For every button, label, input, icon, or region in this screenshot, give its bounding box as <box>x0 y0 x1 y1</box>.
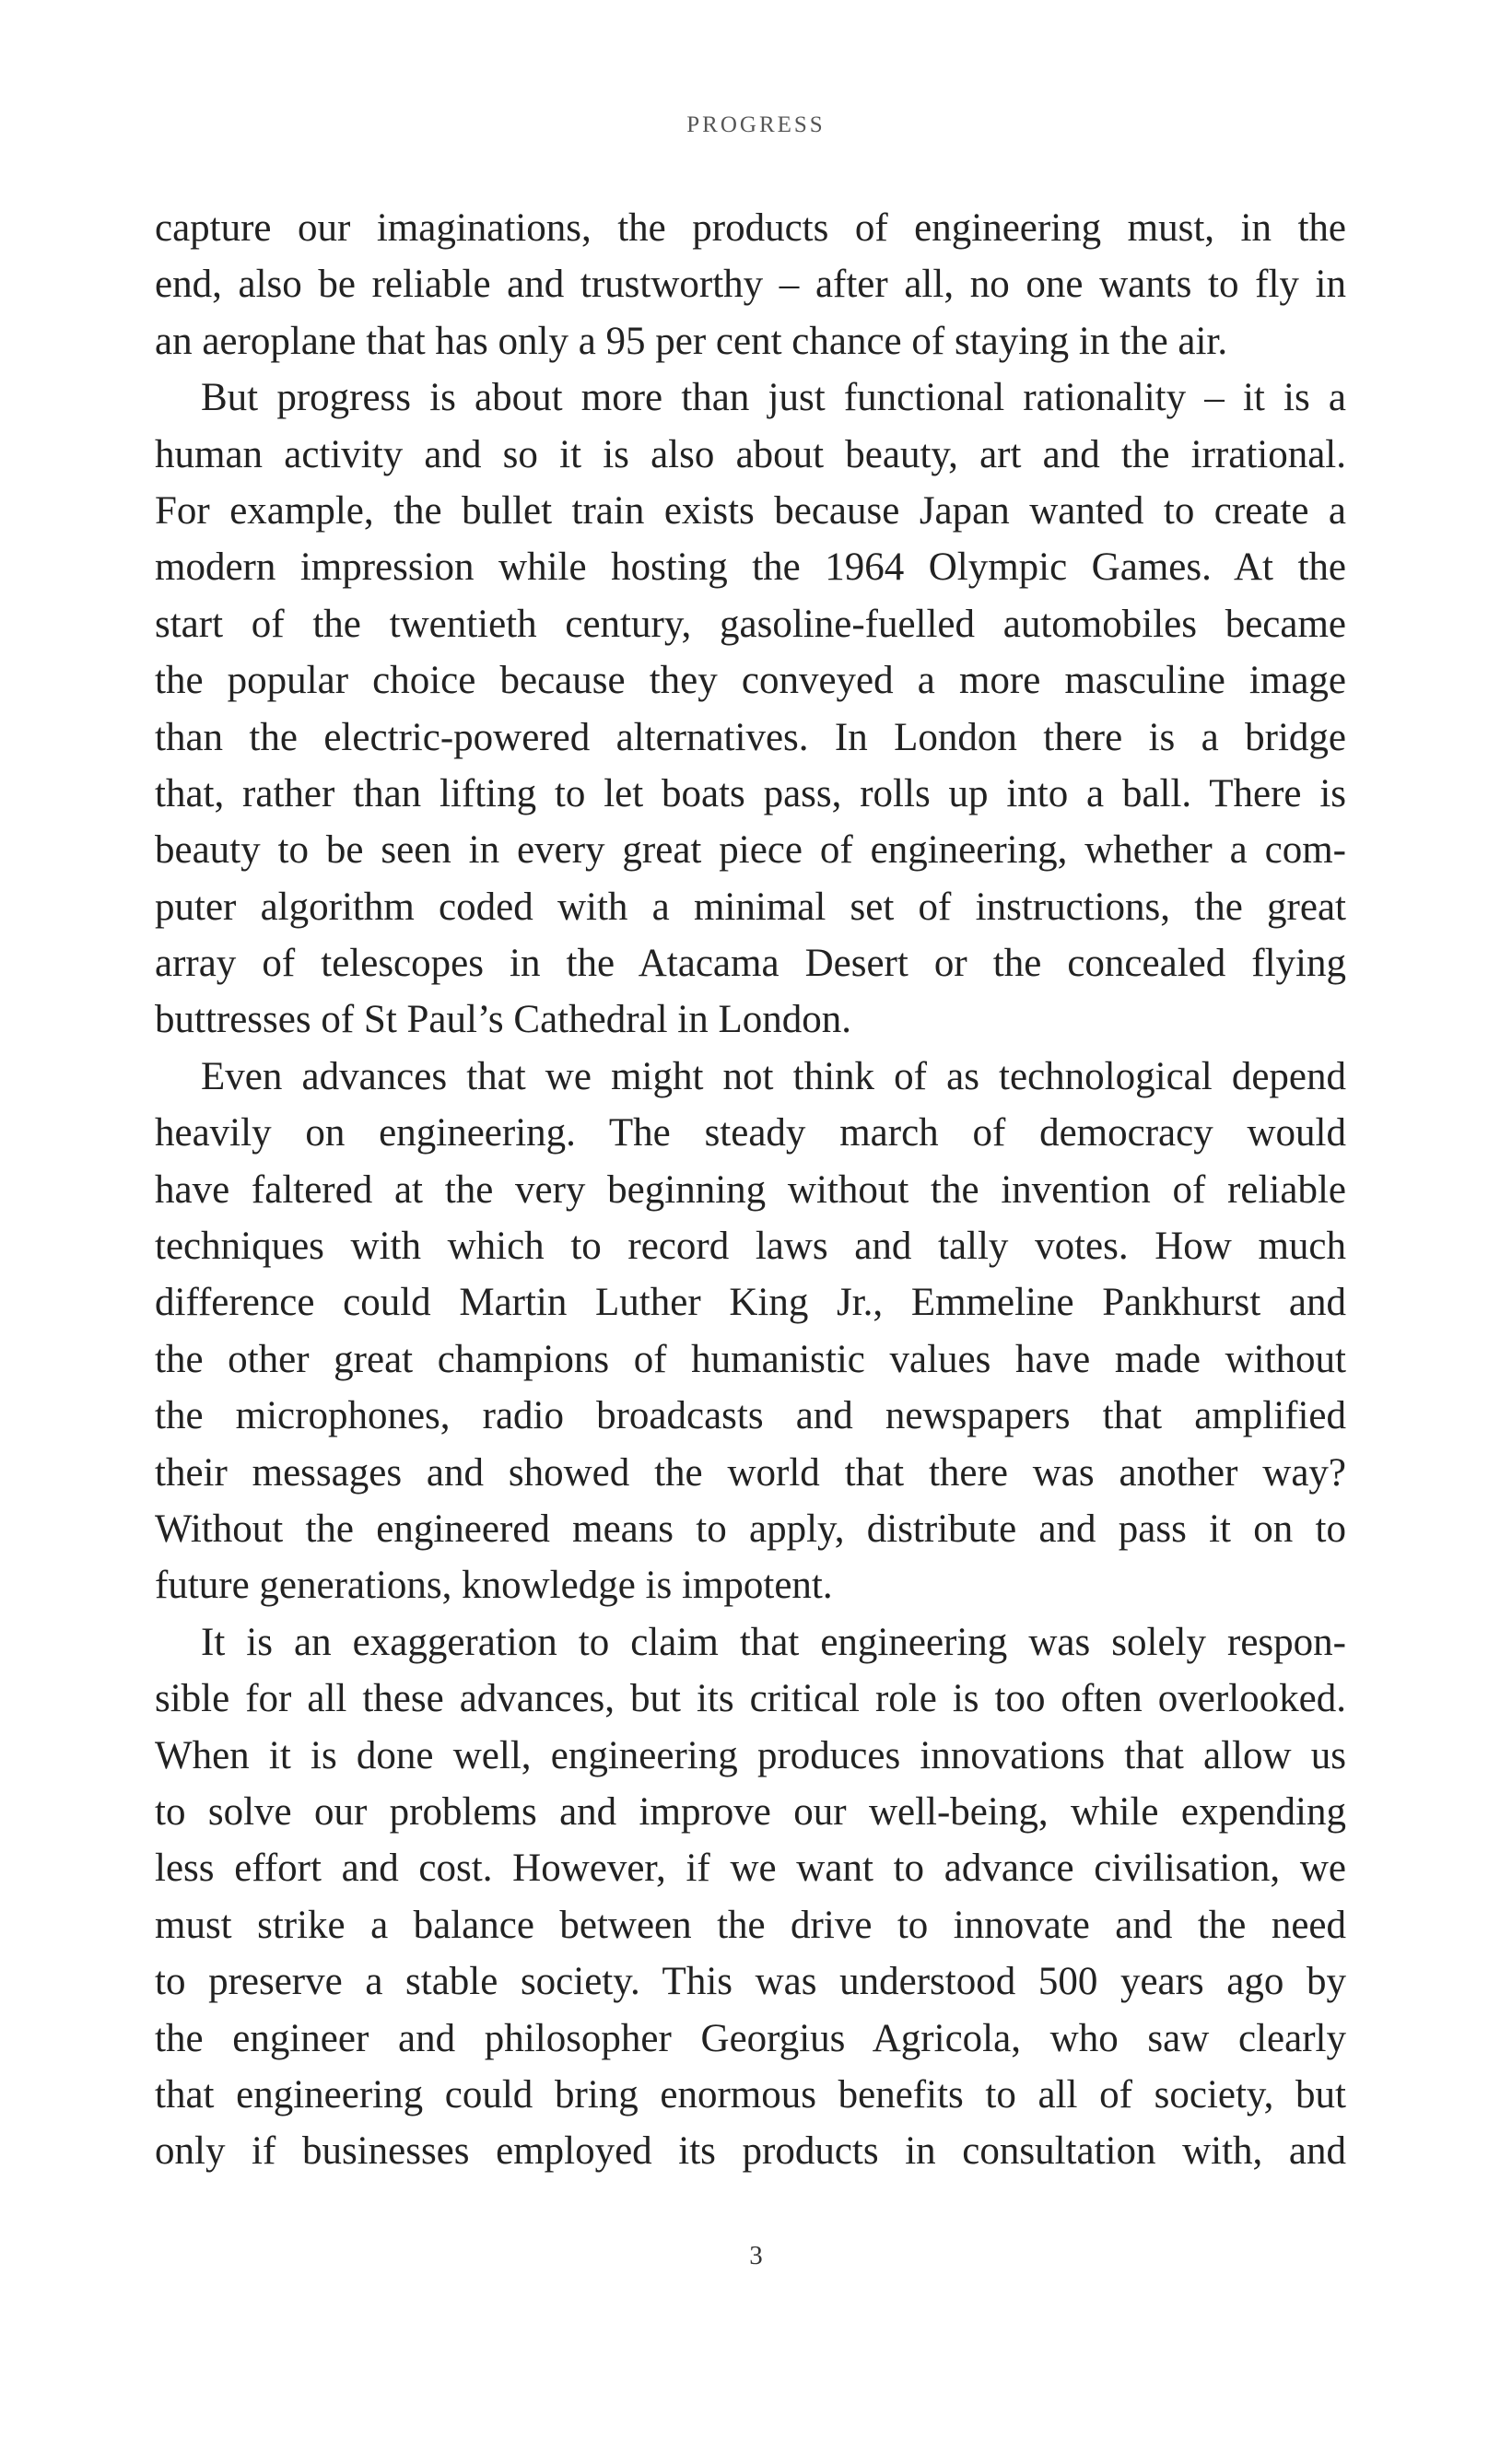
text-line: array of telescopes in the Atacama Desert or the concealed flying <box>155 942 1346 986</box>
text-line: puter algorithm coded with a minimal set of instructions, the great <box>155 885 1346 929</box>
text-line: But progress is about more than just functional rationality – it is a <box>201 376 1346 420</box>
text-line: human activity and so it is also about beauty, art and the irrational. <box>155 432 1346 476</box>
text-line: start of the twentieth century, gasoline-fuelled automobiles became <box>155 602 1346 646</box>
text-line: future generations, knowledge is impotent. <box>155 1564 833 1608</box>
text-line: the engineer and philosopher Georgius Agricola, who saw clearly <box>155 2016 1346 2060</box>
text-line: their messages and showed the world that there was another way? <box>155 1450 1346 1495</box>
running-head: PROGRESS <box>686 112 826 137</box>
text-line: sible for all these advances, but its critical role is too often overlooked. <box>155 1677 1346 1721</box>
text-line: have faltered at the very beginning without the invention of reliable <box>155 1167 1346 1212</box>
text-line: than the electric-powered alternatives. In London there is a bridge <box>155 715 1346 759</box>
text-line: must strike a balance between the drive to innovate and the need <box>155 1903 1346 1947</box>
text-line: When it is done well, engineering produces innovations that allow us <box>155 1733 1346 1777</box>
text-line: buttresses of St Paul’s Cathedral in London. <box>155 998 852 1042</box>
text-line: only if businesses employed its products in consultation with, and <box>155 2129 1346 2174</box>
text-line: that engineering could bring enormous benefits to all of society, but <box>155 2072 1346 2117</box>
text-line: modern impression while hosting the 1964 Olympic Games. At the <box>155 545 1346 590</box>
text-line: the microphones, radio broadcasts and newspapers that amplified <box>155 1394 1346 1438</box>
text-line: It is an exaggeration to claim that engineering was solely respon- <box>201 1620 1346 1664</box>
text-line: Even advances that we might not think of as technological depend <box>201 1054 1346 1098</box>
text-line: less effort and cost. However, if we want to advance civilisation, we <box>155 1847 1346 1891</box>
text-line: an aeroplane that has only a 95 per cent chance of staying in the air. <box>155 319 1228 363</box>
text-line: the other great champions of humanistic values have made without <box>155 1337 1346 1381</box>
text-line: beauty to be seen in every great piece of engineering, whether a com- <box>155 828 1346 873</box>
body-text <box>155 200 1346 2180</box>
text-line: difference could Martin Luther King Jr., Emmeline Pankhurst and <box>155 1281 1346 1325</box>
text-line: that, rather than lifting to let boats pass, rolls up into a ball. There is <box>155 771 1346 815</box>
text-line: the popular choice because they conveyed a more masculine image <box>155 659 1346 703</box>
text-line: capture our imaginations, the products of engineering must, in the <box>155 206 1346 250</box>
text-line: For example, the bullet train exists because Japan wanted to create a <box>155 488 1346 533</box>
text-line: end, also be reliable and trustworthy – after all, no one wants to fly in <box>155 263 1346 307</box>
text-line: techniques with which to record laws and tally votes. How much <box>155 1225 1346 1269</box>
text-line: Without the engineered means to apply, distribute and pass it on to <box>155 1507 1346 1551</box>
page-number: 3 <box>749 2241 763 2270</box>
text-line: to solve our problems and improve our well-being, while expending <box>155 1789 1346 1834</box>
text-line: heavily on engineering. The steady march of democracy would <box>155 1111 1346 1155</box>
text-line: to preserve a stable society. This was understood 500 years ago by <box>155 1960 1346 2004</box>
